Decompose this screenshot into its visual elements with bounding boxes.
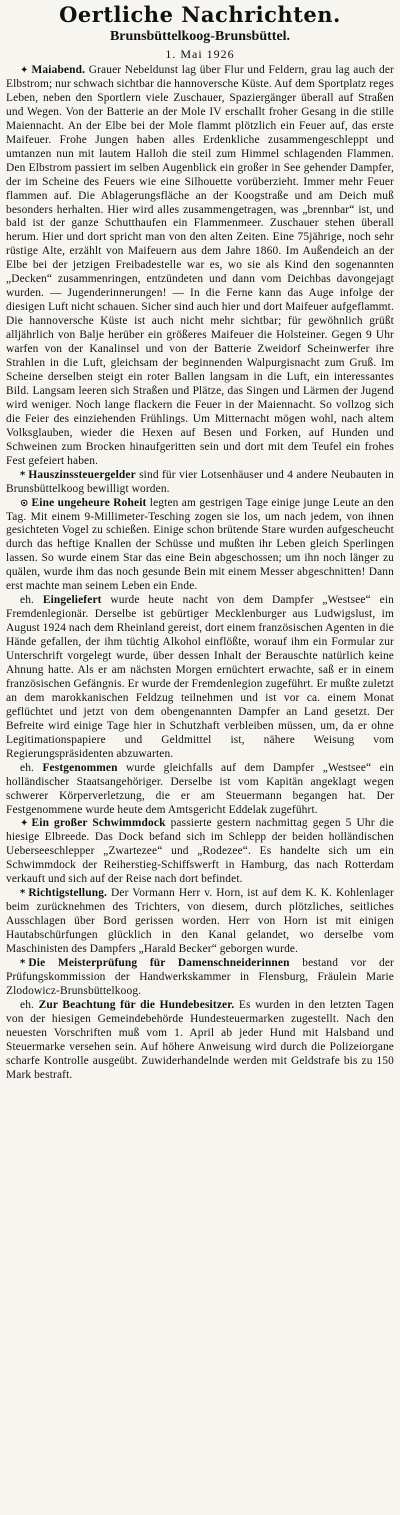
article-hauszinssteuer (6, 469, 394, 497)
article-body: bestand vor der Prüfungskommission der Handwerkskammer in Flensburg, Fräulein Marie Zlodowicz-Brunsbüttelkoog. (6, 957, 394, 997)
article-headline: Festgenommen (42, 761, 118, 774)
article-richtigstellung (6, 887, 394, 957)
article-body: Es wurden in den letzten Tagen von der hiesigen Gemeindebehörde Hundesteuermarken zugestellt. Nach den neuesten Vorschriften muß vom 1. April ab jeder Hund mit Halsband und Steuermarke versehen sein. Auf höhere Anweisung wird durch die Polizeiorgane scharfe Kontrolle ausgeübt. Zuwiderhandelnde werden mit Geldstrafe bis zu 150 Mark bestraft. (6, 998, 394, 1081)
article-body: sind für vier Lotsenhäuser und 4 andere Neubauten in Brunsbüttelkoog bewilligt worden. (6, 468, 394, 495)
article-roheit (6, 497, 394, 595)
article-meisterpruefung (6, 957, 394, 999)
asterisk-icon: * (20, 958, 26, 969)
article-maiabend (6, 64, 394, 469)
dateline: 1. Mai 1926 (165, 47, 235, 61)
article-schwimmdock (6, 817, 394, 887)
article-prefix: eh. (20, 594, 35, 607)
article-body: wurde gleichfalls auf dem Dampfer „Westsee“ ein holländischer Staatsangehöriger. Derselbe ist vom Kapitän angeklagt wegen schwerer Körperverletzung, die er am Steuermann begangen hat. Der Festgenommene wurde heute dem Amtsgericht Eddelak zugeführt. (6, 761, 394, 816)
article-body: Der Vormann Herr v. Horn, ist auf dem K. K. Kohlenlager beim zurücknehmen des Trichters, von diesem, durch plötzliches, seitliches Ausschlagen über Bord gerissen worden. Herr von Horn ist mit einigen Hautabschürfungen glücklich in den Kanal gelandet, wo derselbe vom Maschinisten des Dampfers „Harald Becker“ geborgen wurde. (6, 887, 394, 956)
article-eingeliefert (6, 594, 394, 761)
article-festgenommen (6, 762, 394, 818)
article-prefix: eh. (20, 998, 35, 1011)
article-headline: Eingeliefert (42, 594, 102, 607)
article-headline: Hauszinssteuergelder (28, 468, 136, 481)
article-body: legten am gestrigen Tage einige junge Leute an den Tag. Mit einem 9-Millimeter-Tesching zogen sie los, um nach jedem, von ihnen gesichteten Vogel zu schießen. Einige schon brütende Stare wurden aufgescheucht durch das heftige Knallen der Schüsse und mußten ihr Leben gleich Sperlingen lassen. So wurde einem Star das eine Bein abgeschossen; um ihn noch länger zu quälen, wurde ihm das noch gesunde Bein mit einem Messer abgeschnitten! Dann erst machte man seinem Leben ein Ende. (6, 496, 395, 593)
article-headline: Ein großer Schwimmdock (31, 817, 166, 830)
article-body: Grauer Nebeldunst lag über Flur und Feldern, grau lag auch der Elbstrom; nur schwach sichtbar die hannoversche Küste. Auf dem Sportplatz reges Leben, neben den Sportlern viele Zuschauer, Spaziergänger überall auf Straßen und Wegen. Von der Batterie an der Mole IV erschallt froher Gesang in die stille Maiennacht. An der Elbe bei der Mole flammt plötzlich ein Feuer auf, das erste Maifeuer. Frohe Jungen haben alles Erdenkliche zusammengeschleppt und umtanzen nun mit lautem Halloh die steil zum Himmel schlagenden Flammen. Den Elbstrom passiert im selben Augenblick ein großer in See gehender Dampfer, der im Scheine des Feuers wie eine Silhouette vorüberzieht. Immer mehr Feuer flammen auf. Die Ablagerungsfläche an der Koogstraße und am Deich muß besonders herhalten. Hier wird alles zusammengetragen, was „brennbar“ ist, und bald ist der ganze Schutthaufen ein Flammenmeer. Zuschauer stehen überall herum. Hier und dort spricht man von den alten Zeiten. Eine 75jährige, noch sehr rüstige Alte, erzählt von Maifeuern aus dem Jahre 1860. Im Außendeich an der Elbe bei der jetzigen Freibadestelle war es, wo sie als Kind den sogenannten „Decken“ zusammenringen, entzündeten und dann vom Deichbas davongejagt wurden. — Jugenderinnerungen! — In die Ferne kann das Auge infolge der diesigen Luft nicht schauen. Sicher sind auch hier und dort Maifeuer aufgeflammt. Die hannoversche Küste ist auch nicht mehr sichtbar; für gewöhnlich grüßt alljährlich von Balje herüber ein größeres Maifeuer die Holsteiner. Gegen 9 Uhr warfen von der Kanalinsel und von der Batterie Zweidorf Scheinwerfer ihre Strahlen in die Luft, gleichsam der beginnenden Walpurgisnacht zum Gruß. Im Scheine derselben steigt ein roter Ballen langsam in die Luft, ein interessantes Bild. Langsam leeren sich Straßen und Plätze, das Singen und Lärmen der Jugend wird weniger. Noch lange flackern die Feuer in der Maiennacht. So vollzog sich die Feier des einziehenden Frühlings. Um Mitternacht mögen wohl, nach altem Volksglauben, wieder die Hexen auf Besen und Forken, auf Hunden und Schweinen zum Brocken hinaufgeritten sein und dort mit dem Teufel ein frohes Fest gefeiert haben. (6, 64, 394, 467)
section-title: Oertliche Nachrichten. (59, 2, 341, 27)
arrow-ornament-icon: ✦ (20, 65, 29, 76)
asterisk-icon: * (20, 888, 26, 900)
article-hundebesitzer (6, 999, 394, 1083)
circled-dot-icon: ⊙ (20, 497, 29, 509)
article-body: passierte gestern nachmittag gegen 5 Uhr die hiesige Elbreede. Das Dock befand sich im Schlepp der beiden holländischen Ueberseeschlepper „Zwartezee“ und „Rodezee“. Es handelte sich um ein Schwimmdock der Reiherstieg-Schiffswerft in Hamburg, das nach Rotterdam verkauft und sich auf der Reise nach dort befindet. (6, 817, 394, 886)
locality-subtitle: Brunsbüttelkoog-Brunsbüttel. (109, 29, 291, 44)
article-headline: Die Meisterprüfung für Damenschneiderinnen (28, 957, 290, 969)
article-headline: Zur Beachtung für die Hundebesitzer. (38, 998, 235, 1011)
asterisk-icon: * (20, 469, 26, 481)
arrow-ornament-icon: ✦ (20, 818, 29, 830)
article-headline: Richtigstellung. (28, 887, 108, 900)
article-headline: Eine ungeheure Roheit (31, 496, 147, 509)
article-headline: Maiabend. (31, 64, 86, 76)
article-prefix: eh. (20, 761, 35, 774)
article-body: wurde heute nacht von dem Dampfer „Westsee“ ein Fremdenlegionär. Derselbe ist gebürtiger Mecklenburger aus Ludwigslust, im August 1924 nach dem Rheinland gereist, dort einem französischen Agenten in die Hände gefallen, der ihm tüchtig Alkohol einflößte, worauf ihm ein Formular zur Unterschrift vorgelegt wurde, über dessen Inhalt der Berauschte natürlich keine Ahnung hatte. Als er am nächsten Morgen ernüchtert erwachte, saß er in einem französischen Gefängnis. Er wurde der Fremdenlegion zugeführt. Er mußte zuletzt an dem marokkanischen Feldzug teilnehmen und ist vor ca. einem Monat geflüchtet und jetzt von dem obengenannten Dampfer an Land gesetzt. Der Befreite wird einige Tage hier in Schutzhaft verbleiben müssen, um, da er ohne Legitimationspapiere und Geldmittel ist, nähere Weisung vom Regierungspräsidenten abzuwarten. (6, 594, 394, 760)
